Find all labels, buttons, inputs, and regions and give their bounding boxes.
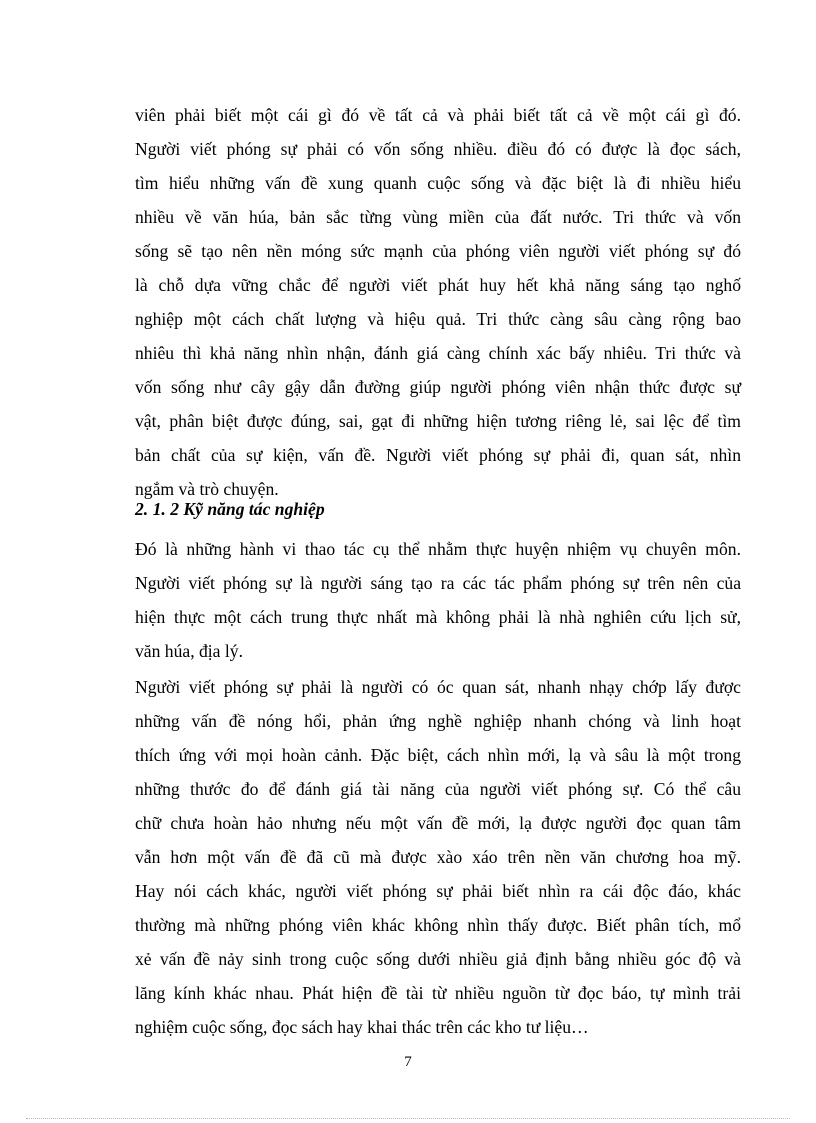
page-number: 7	[404, 1054, 412, 1070]
text-line: xẻ vấn đề nảy sinh trong cuộc sống dưới nhiều giả định bằng nhiều góc độ và	[135, 949, 741, 969]
text-line: Người viết phóng sự phải có vốn sống nhiều. điều đó có được là đọc sách,	[135, 139, 741, 159]
page-bottom-divider	[26, 1118, 790, 1119]
text-line: vật, phân biệt được đúng, sai, gạt đi những hiện tương riêng lẻ, sai lệc để tìm	[135, 411, 741, 431]
text-line: lăng kính khác nhau. Phát hiện đề tài từ nhiều nguồn từ đọc báo, tự mình trải	[135, 983, 741, 1003]
text-line: Đó là những hành vi thao tác cụ thể nhằm thực huyện nhiệm vụ chuyên môn.	[135, 539, 741, 559]
text-line: những vấn đề nóng hổi, phản ứng nghề nghiệp nhanh chóng và linh hoạt	[135, 711, 741, 731]
text-line: nhiều về văn húa, bản sắc từng vùng miền của đất nước. Tri thức và vốn	[135, 207, 741, 227]
text-line: Người viết phóng sự là người sáng tạo ra các tác phẩm phóng sự trên nên của	[135, 573, 741, 593]
text-line: văn húa, địa lý.	[135, 641, 243, 661]
text-line: hiện thực một cách trung thực nhất mà không phải là nhà nghiên cứu lịch sử,	[135, 607, 741, 627]
text-line: ngắm và trò chuyện.	[135, 479, 279, 499]
text-line: vẫn hơn một vấn đề đã cũ mà được xào xáo trên nền văn chương hoa mỹ.	[135, 847, 741, 867]
text-line: nghiệm cuộc sống, đọc sách hay khai thác trên các kho tư liệu…	[135, 1017, 589, 1037]
text-line: Hay nói cách khác, người viết phóng sự phải biết nhìn ra cái độc đáo, khác	[135, 881, 741, 901]
text-line: bản chất của sự kiện, vấn đề. Người viết phóng sự phải đi, quan sát, nhìn	[135, 445, 741, 465]
text-line: những thước đo để đánh giá tài năng của người viết phóng sự. Có thể câu	[135, 779, 741, 799]
text-line: nghiệp một cách chất lượng và hiệu quả. Tri thức càng sâu càng rộng bao	[135, 309, 741, 329]
text-line: thường mà những phóng viên khác không nhìn thấy được. Biết phân tích, mổ	[135, 915, 741, 935]
text-line: thích ứng với mọi hoàn cảnh. Đặc biệt, cách nhìn mới, lạ và sâu là một trong	[135, 745, 741, 765]
text-line: nhiêu thì khả năng nhìn nhận, đánh giá càng chính xác bấy nhiêu. Tri thức và	[135, 343, 741, 363]
text-line: sống sẽ tạo nên nền móng sức mạnh của phóng viên người viết phóng sự đó	[135, 241, 741, 261]
text-line: tìm hiểu những vấn đề xung quanh cuộc sống và đặc biệt là đi nhiều hiểu	[135, 173, 741, 193]
text-line: vốn sống như cây gậy dẫn đường giúp người phóng viên nhận thức được sự	[135, 377, 741, 397]
text-line: chữ chưa hoàn hảo nhưng nếu một vấn đề mới, lạ được người đọc quan tâm	[135, 813, 741, 833]
text-line: viên phải biết một cái gì đó về tất cả và phải biết tất cả về một cái gì đó.	[135, 105, 741, 125]
text-line: là chỗ dựa vững chắc để người viết phát huy hết khả năng sáng tạo nghố	[135, 275, 741, 295]
section-heading: 2. 1. 2 Kỹ năng tác nghiệp	[135, 499, 325, 519]
text-line: Người viết phóng sự phải là người có óc quan sát, nhanh nhạy chớp lấy được	[135, 677, 741, 697]
